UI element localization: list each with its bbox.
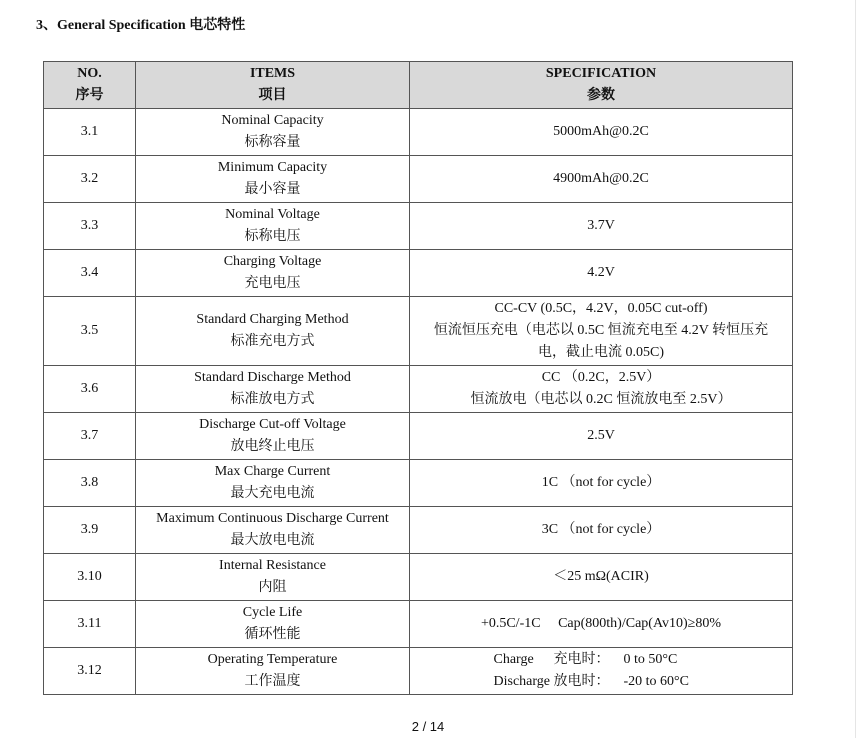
item-en: Operating Temperature	[207, 652, 338, 667]
item-cn: 最大放电电流	[230, 533, 315, 548]
table-row	[44, 460, 793, 507]
row-no: 3.12	[44, 648, 136, 695]
table-row	[44, 250, 793, 297]
spec-line: 4900mAh@0.2C	[553, 171, 649, 186]
table-row	[44, 366, 793, 413]
row-spec	[410, 648, 793, 695]
table-row	[44, 507, 793, 554]
row-item	[136, 366, 410, 413]
spec-line: 3.7V	[587, 218, 615, 233]
row-spec	[410, 413, 793, 460]
spec-line: 电，截止电流 0.05C)	[538, 345, 664, 360]
item-cn: 标称容量	[244, 135, 301, 150]
row-item	[136, 601, 410, 648]
row-spec	[410, 297, 793, 366]
item-cn: 放电终止电压	[230, 439, 315, 454]
header-spec	[410, 62, 793, 109]
spec-line: 2.5V	[587, 428, 615, 443]
table-row	[44, 109, 793, 156]
table-row	[44, 203, 793, 250]
spec-line: 恒流放电（电芯以 0.2C 恒流放电至 2.5V）	[470, 392, 732, 407]
row-item	[136, 554, 410, 601]
item-cn: 标准放电方式	[230, 392, 315, 407]
row-item	[136, 250, 410, 297]
row-item	[136, 413, 410, 460]
header-spec-en: SPECIFICATION	[545, 66, 657, 81]
item-en: Max Charge Current	[214, 464, 331, 479]
row-item	[136, 648, 410, 695]
item-en: Discharge Cut-off Voltage	[199, 417, 346, 432]
row-spec	[410, 250, 793, 297]
page-number: 2 / 14	[411, 719, 445, 734]
spec-line: 1C （not for cycle）	[541, 475, 661, 490]
item-cn: 标准充电方式	[230, 334, 315, 349]
item-en: Standard Discharge Method	[194, 370, 351, 385]
header-spec-cn: 参数	[587, 88, 615, 103]
row-item	[136, 203, 410, 250]
row-no: 3.7	[44, 413, 136, 460]
spec-line: +0.5C/-1C Cap(800th)/Cap(Av10)≥80%	[480, 616, 722, 631]
row-no: 3.1	[44, 109, 136, 156]
row-no: 3.10	[44, 554, 136, 601]
row-no: 3.3	[44, 203, 136, 250]
spec-line: 3C （not for cycle）	[541, 522, 661, 537]
row-no: 3.5	[44, 297, 136, 366]
row-spec	[410, 554, 793, 601]
row-item	[136, 156, 410, 203]
item-cn: 工作温度	[244, 674, 301, 689]
item-en: Nominal Voltage	[225, 207, 320, 222]
section-heading: 3、General Specification 电芯特性	[36, 18, 246, 33]
row-spec	[410, 366, 793, 413]
spec-line: 5000mAh@0.2C	[553, 124, 649, 139]
temp-range: -20 to 60°C	[623, 674, 689, 689]
table-row	[44, 156, 793, 203]
row-no: 3.4	[44, 250, 136, 297]
item-en: Standard Charging Method	[196, 312, 349, 327]
table-header-row	[44, 62, 793, 109]
item-cn: 充电电压	[244, 276, 301, 291]
row-spec	[410, 507, 793, 554]
row-item	[136, 109, 410, 156]
table-row	[44, 413, 793, 460]
temp-discharge-line	[413, 671, 789, 693]
temp-charge-line	[413, 649, 789, 671]
item-cn: 最大充电电流	[230, 486, 315, 501]
table-row	[44, 297, 793, 366]
specification-table	[43, 61, 793, 695]
item-en: Cycle Life	[242, 605, 303, 620]
temp-cn: 充电时：	[553, 652, 610, 667]
header-no-en: NO.	[77, 66, 102, 81]
row-no: 3.2	[44, 156, 136, 203]
spec-line: CC （0.2C，2.5V）	[541, 370, 661, 385]
row-no: 3.8	[44, 460, 136, 507]
row-item	[136, 297, 410, 366]
header-items-cn: 项目	[258, 88, 287, 103]
temp-cn: 放电时：	[553, 674, 610, 689]
temp-label: Charge	[493, 652, 534, 667]
header-no-cn: 序号	[75, 88, 104, 103]
item-en: Charging Voltage	[223, 254, 322, 269]
item-cn: 最小容量	[244, 182, 301, 197]
row-no: 3.9	[44, 507, 136, 554]
item-en: Nominal Capacity	[221, 113, 324, 128]
row-spec	[410, 203, 793, 250]
spec-line: CC-CV (0.5C，4.2V，0.05C cut-off)	[494, 301, 708, 316]
item-en: Maximum Continuous Discharge Current	[156, 511, 389, 526]
header-items-en: ITEMS	[249, 66, 296, 81]
row-no: 3.6	[44, 366, 136, 413]
row-spec	[410, 156, 793, 203]
table-row	[44, 648, 793, 695]
spec-line: 4.2V	[587, 265, 615, 280]
row-spec	[410, 109, 793, 156]
item-cn: 循环性能	[244, 627, 301, 642]
row-spec	[410, 460, 793, 507]
item-cn: 标称电压	[244, 229, 301, 244]
row-item	[136, 507, 410, 554]
item-en: Minimum Capacity	[217, 160, 328, 175]
temp-label: Discharge	[493, 674, 550, 689]
header-no	[44, 62, 136, 109]
row-spec	[410, 601, 793, 648]
row-no: 3.11	[44, 601, 136, 648]
row-item	[136, 460, 410, 507]
table-row	[44, 601, 793, 648]
item-cn: 内阻	[258, 580, 287, 595]
spec-line: 恒流恒压充电（电芯以 0.5C 恒流充电至 4.2V 转恒压充	[433, 323, 769, 338]
temp-range: 0 to 50°C	[623, 652, 678, 667]
table-row	[44, 554, 793, 601]
item-en: Internal Resistance	[219, 558, 326, 573]
header-items	[136, 62, 410, 109]
spec-line: ＜25 mΩ(ACIR)	[553, 569, 649, 584]
